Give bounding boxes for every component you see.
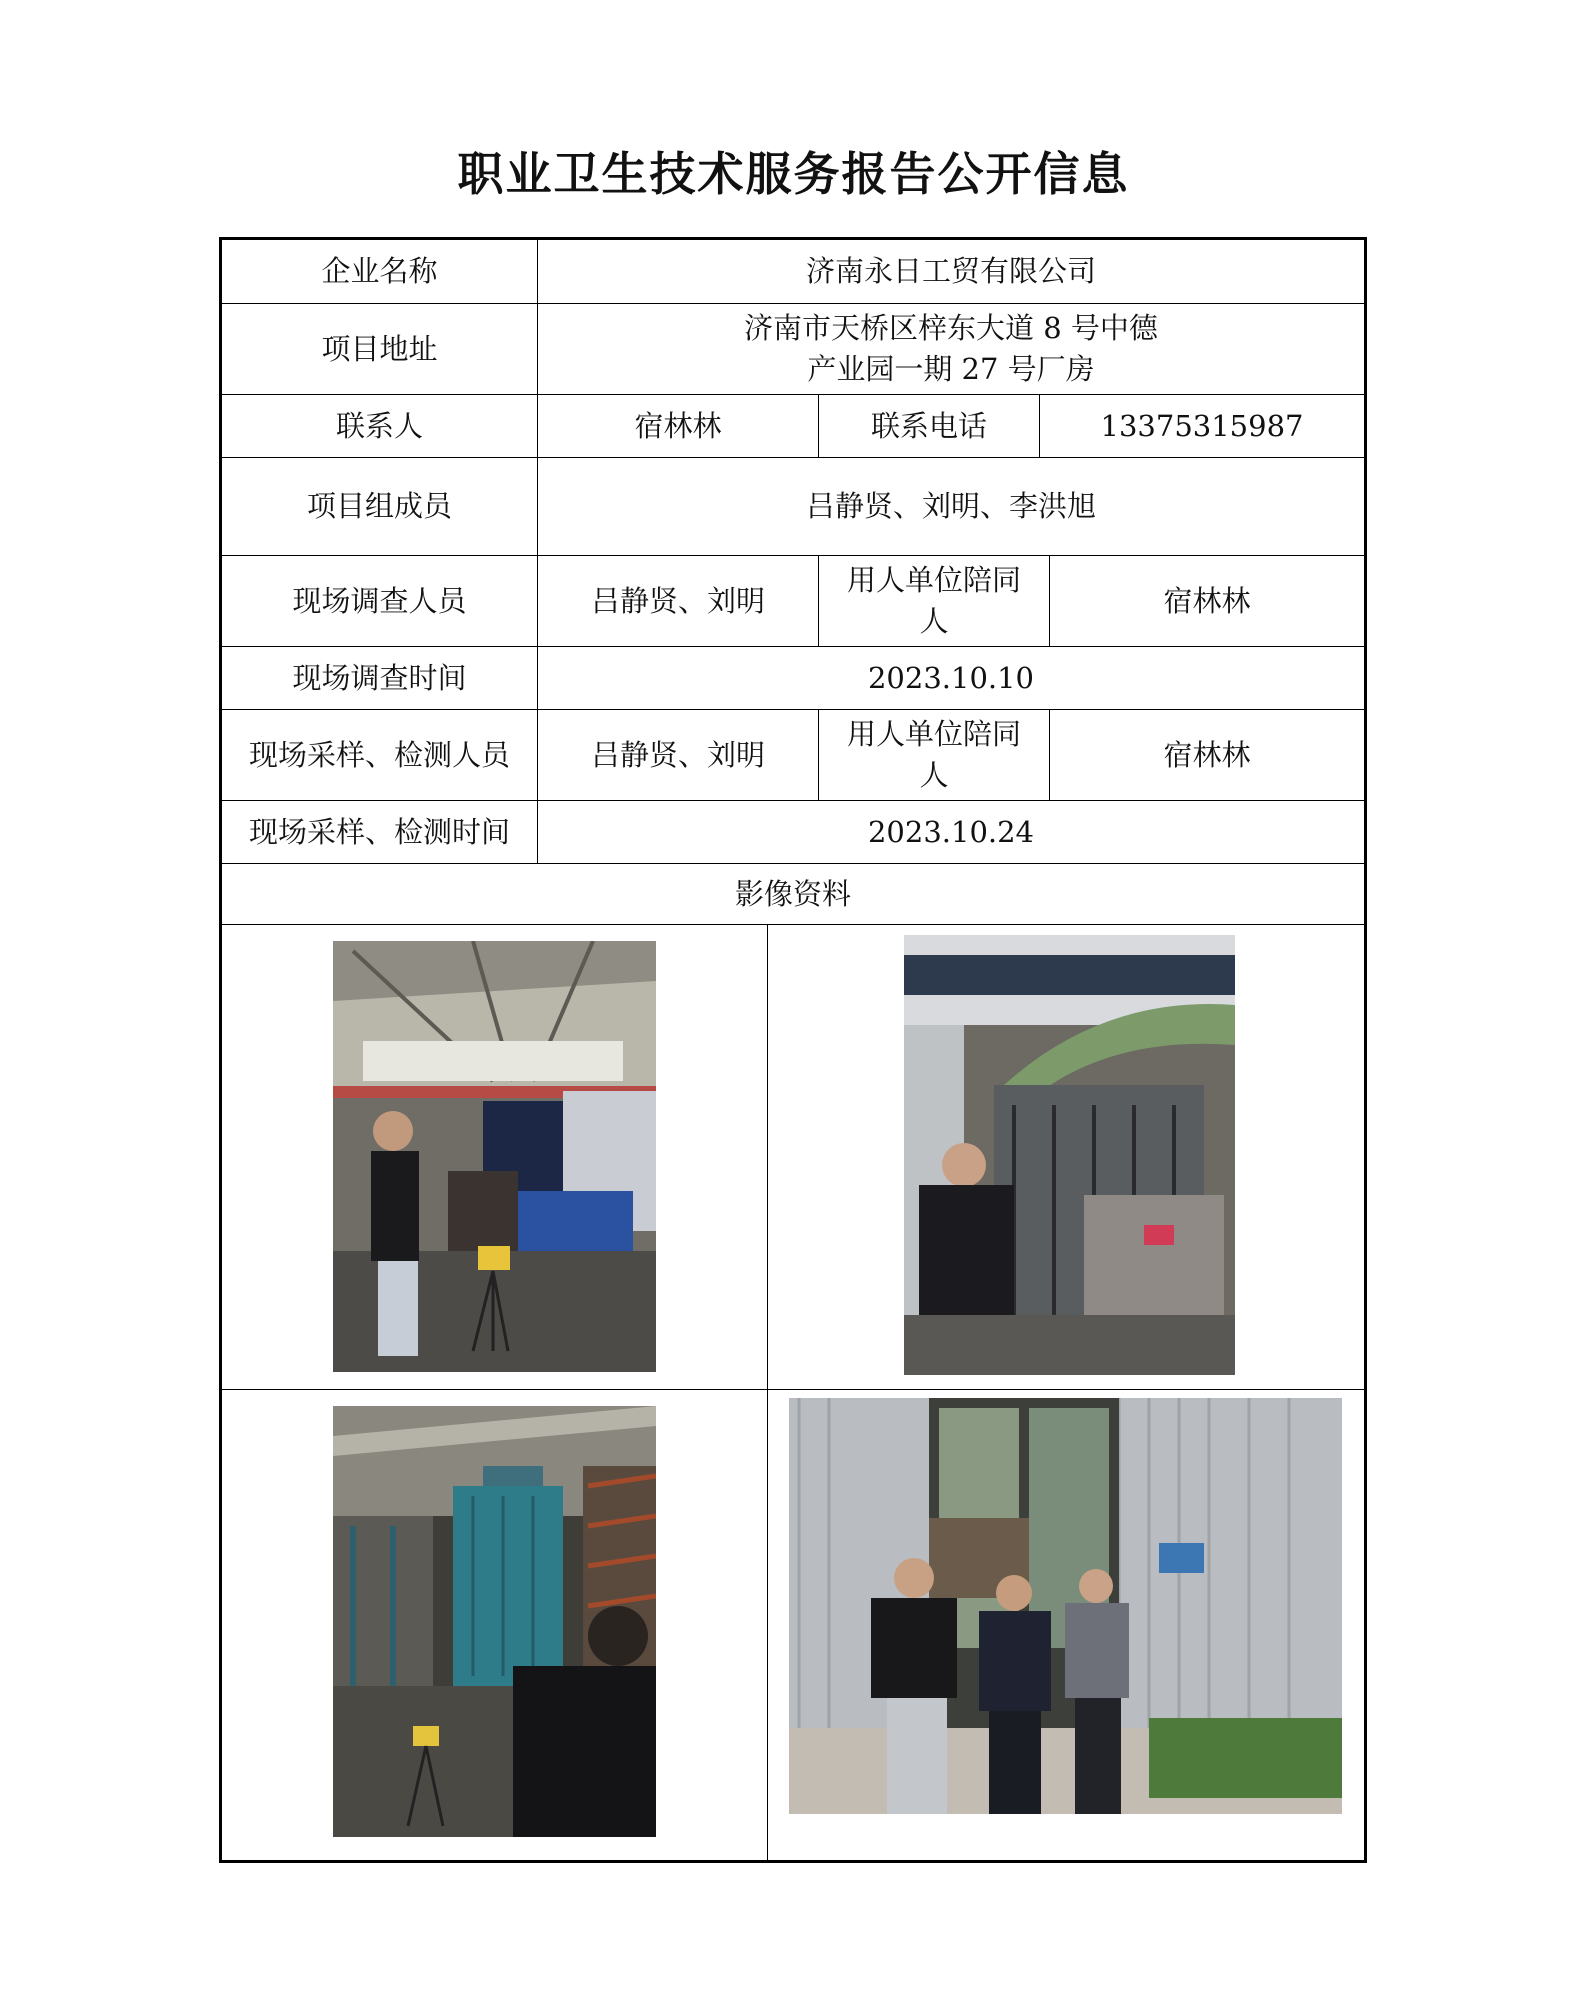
row-address [222, 304, 1364, 395]
company-label: 企业名称 [321, 254, 438, 288]
row-survey-staff [222, 556, 1364, 647]
address-value [537, 304, 1364, 394]
contact-value: 宿林林 [537, 395, 818, 457]
row-members [222, 458, 1364, 556]
survey-staff-label: 现场调查人员 [292, 583, 467, 618]
photo-shot-blasting-machine [333, 1406, 656, 1837]
photo-production-line [904, 935, 1235, 1375]
sampling-time-value: 2023.10.24 [537, 801, 1364, 863]
sampling-escort-label-line-1: 用人单位陪同 [846, 717, 1021, 751]
address-line-2: 产业园一期 27 号厂房 [807, 352, 1095, 386]
sampling-escort-value: 宿林林 [1049, 710, 1364, 800]
row-images-header [222, 864, 1364, 925]
survey-time-label: 现场调查时间 [292, 660, 467, 695]
survey-escort-value: 宿林林 [1049, 556, 1364, 646]
company-value: 济南永日工贸有限公司 [537, 240, 1364, 303]
sampling-staff-value: 吕静贤、刘明 [537, 710, 818, 800]
survey-escort-label-line-1: 用人单位陪同 [846, 563, 1021, 597]
survey-time-value: 2023.10.10 [537, 647, 1364, 709]
contact-label: 联系人 [335, 408, 423, 443]
photo-workshop-lathe [333, 941, 656, 1372]
row-survey-time [222, 647, 1364, 710]
members-value: 吕静贤、刘明、李洪旭 [537, 458, 1364, 555]
photo-production-line-image [904, 935, 1235, 1375]
row-contact [222, 395, 1364, 458]
address-label: 项目地址 [321, 331, 438, 366]
document-title: 职业卫生技术服务报告公开信息 [457, 147, 1130, 201]
photo-team-at-entrance [789, 1398, 1342, 1814]
address-line-1: 济南市天桥区梓东大道 8 号中德 [744, 311, 1158, 345]
info-table [219, 237, 1367, 1863]
sampling-escort-label-line-2: 人 [919, 758, 949, 792]
sampling-time-label: 现场采样、检测时间 [248, 814, 510, 849]
members-label: 项目组成员 [306, 489, 452, 523]
row-sampling-staff [222, 710, 1364, 801]
row-sampling-time [222, 801, 1364, 864]
sampling-escort-label [818, 710, 1049, 800]
row-photos-2 [222, 1390, 1364, 1860]
images-header: 影像资料 [734, 876, 851, 911]
survey-escort-label [818, 556, 1049, 646]
survey-staff-value: 吕静贤、刘明 [537, 556, 818, 646]
phone-label: 联系电话 [818, 395, 1039, 457]
photo-workshop-lathe-image [333, 941, 656, 1372]
photo-shot-blasting-machine-image [333, 1406, 656, 1837]
survey-escort-label-line-2: 人 [919, 604, 949, 638]
photo-team-at-entrance-image [789, 1398, 1342, 1814]
row-company [222, 240, 1364, 304]
phone-value: 13375315987 [1039, 395, 1364, 457]
sampling-staff-label: 现场采样、检测人员 [248, 737, 510, 772]
row-photos-1 [222, 925, 1364, 1390]
